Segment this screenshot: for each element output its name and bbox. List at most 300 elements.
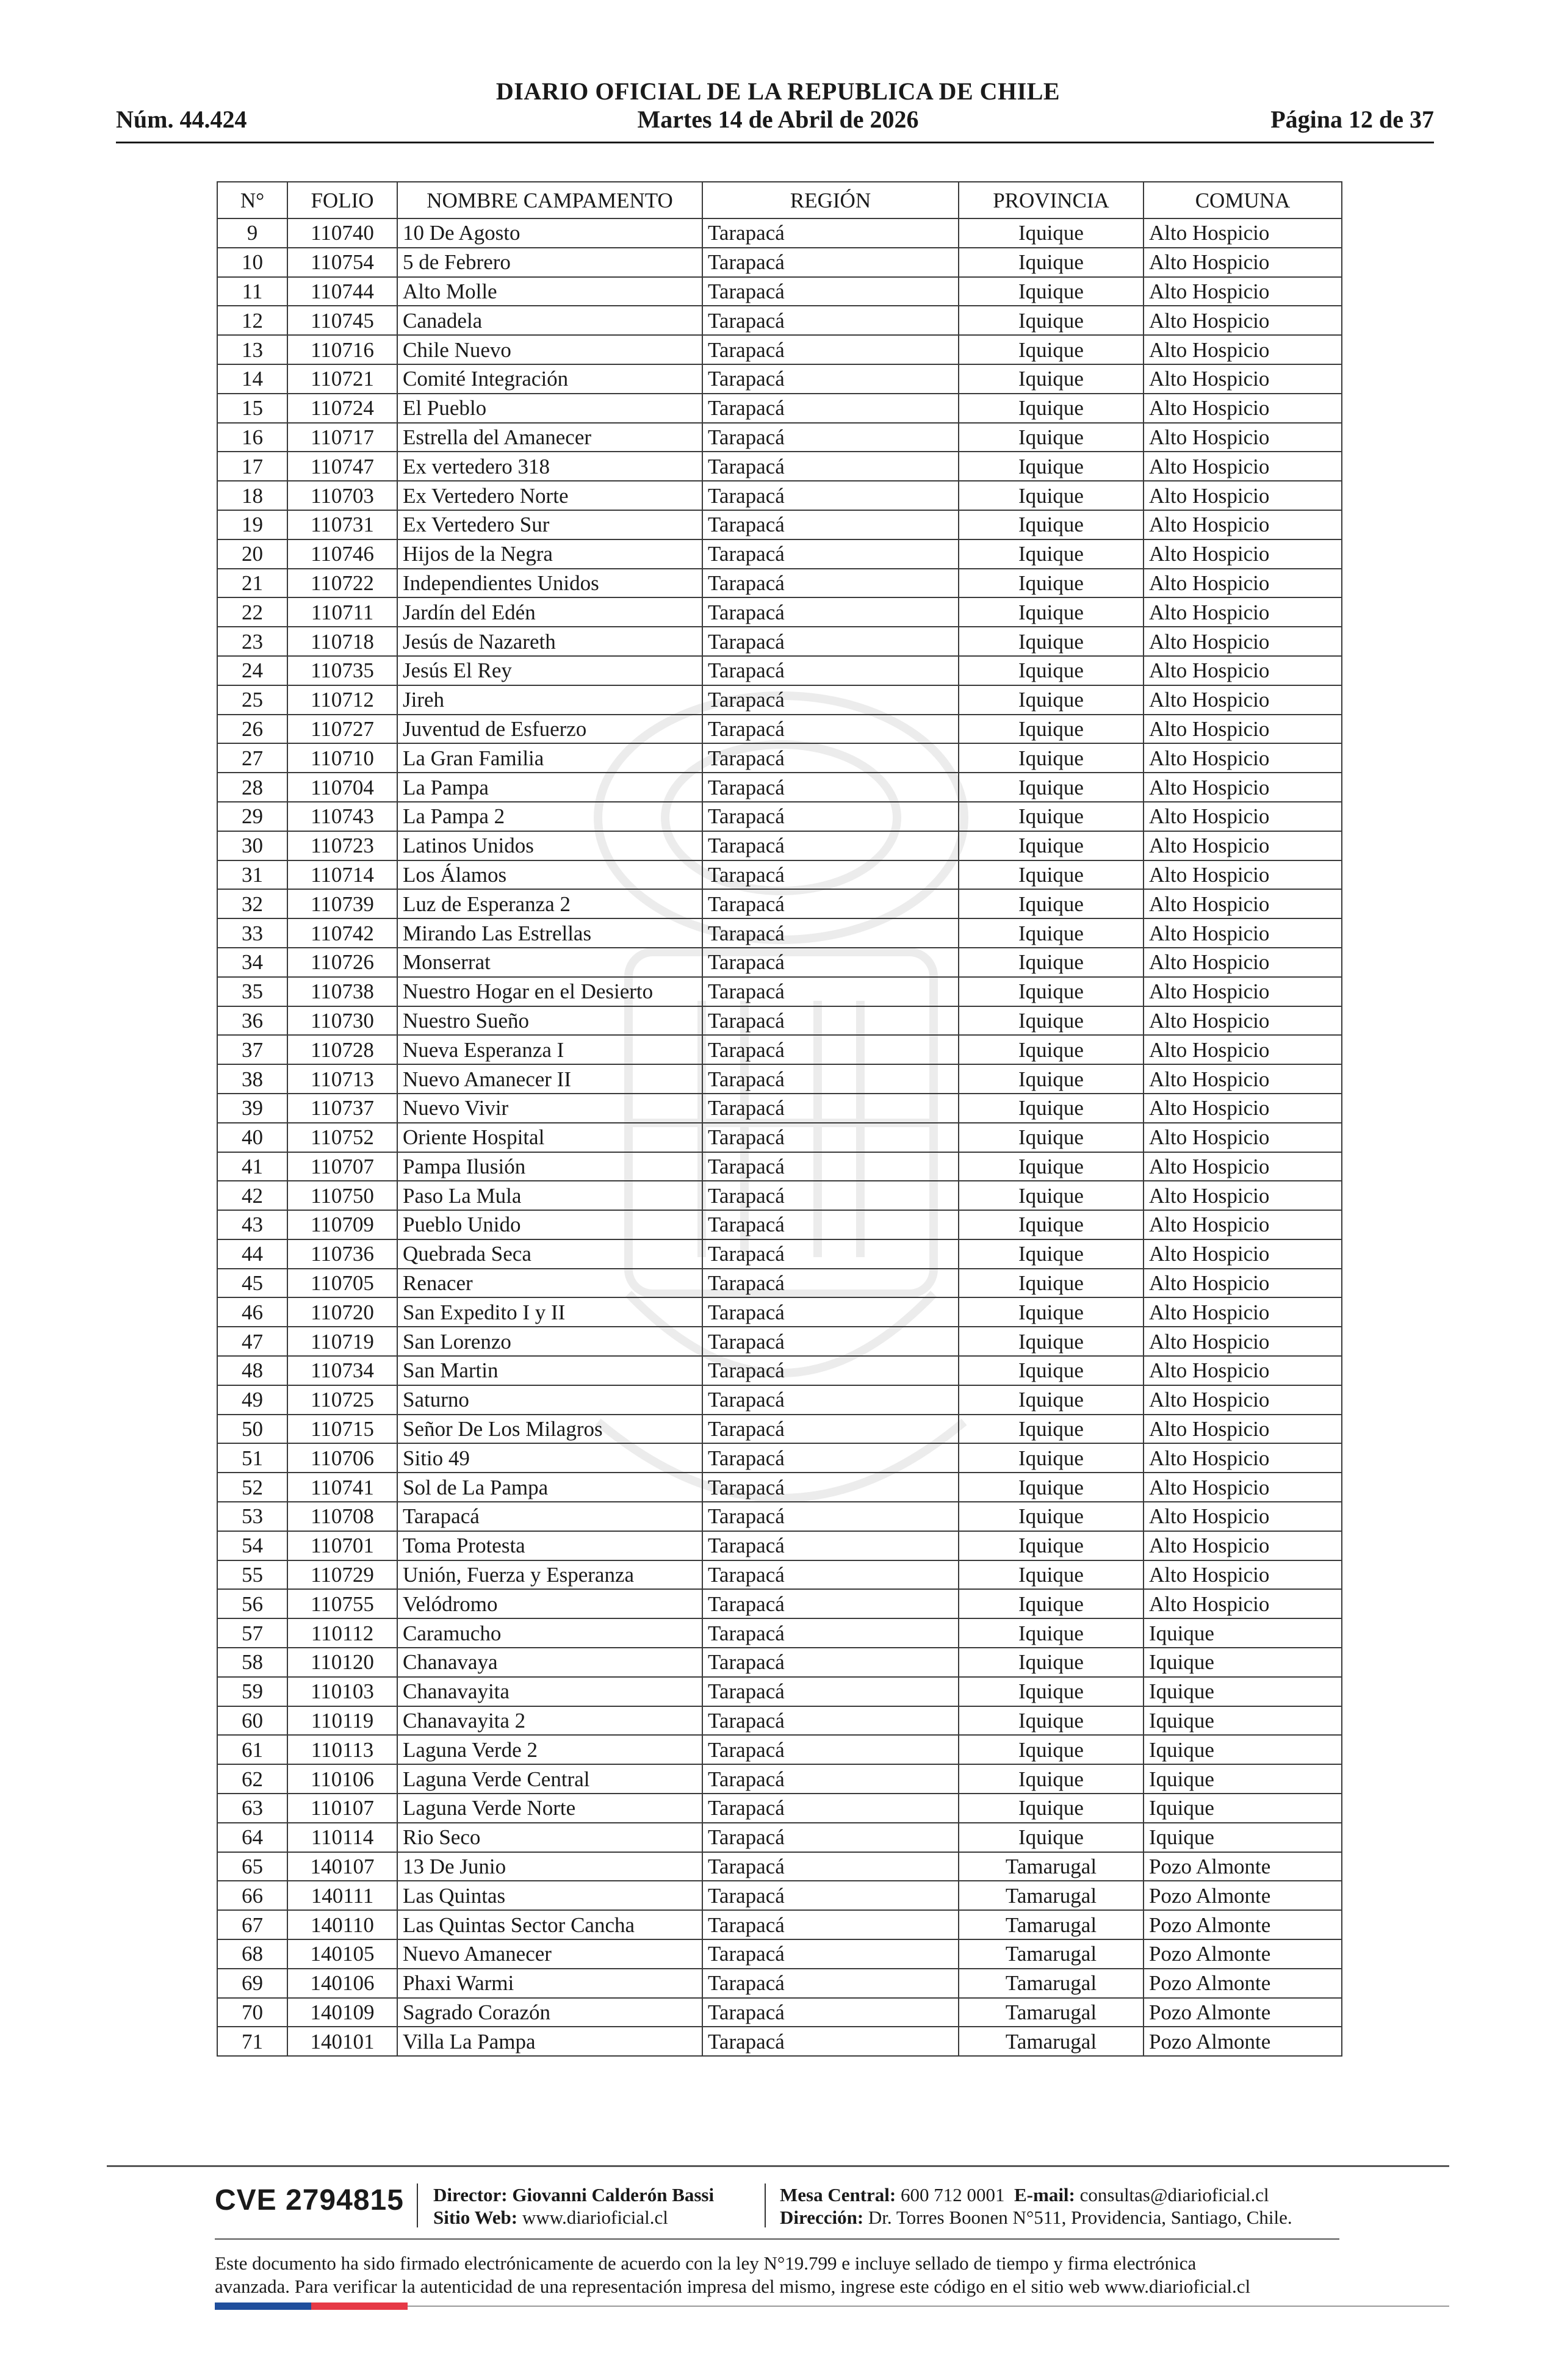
cell-folio: 110704 [287, 773, 397, 802]
flag-bar-blue [215, 2302, 311, 2310]
cell-camp-name: Independientes Unidos [397, 569, 702, 598]
footer-divider [107, 2165, 1449, 2167]
cell-province: Iquique [959, 1210, 1144, 1239]
cell-folio: 110719 [287, 1327, 397, 1356]
cell-camp-name: Jardín del Edén [397, 597, 702, 627]
cell-folio: 110737 [287, 1094, 397, 1123]
cell-region: Tarapacá [702, 948, 959, 977]
cell-province: Tamarugal [959, 1969, 1144, 1998]
cell-number: 33 [217, 918, 287, 948]
cell-folio: 110715 [287, 1415, 397, 1444]
cell-region: Tarapacá [702, 569, 959, 598]
footer-director-block [433, 2183, 714, 2229]
cell-region: Tarapacá [702, 2027, 959, 2056]
cell-camp-name: Pampa Ilusión [397, 1152, 702, 1181]
table-row [217, 1123, 1342, 1152]
cell-region: Tarapacá [702, 1152, 959, 1181]
table-header-row [217, 182, 1342, 218]
table-row [217, 918, 1342, 948]
cell-province: Iquique [959, 656, 1144, 685]
cell-region: Tarapacá [702, 1094, 959, 1123]
cell-province: Iquique [959, 1823, 1144, 1852]
cell-region: Tarapacá [702, 656, 959, 685]
cell-region: Tarapacá [702, 1006, 959, 1036]
cell-camp-name: Chanavayita [397, 1677, 702, 1706]
cell-camp-name: Unión, Fuerza y Esperanza [397, 1560, 702, 1590]
table-row [217, 1152, 1342, 1181]
email-label: E-mail: [1014, 2184, 1075, 2205]
cell-commune: Alto Hospicio [1144, 452, 1342, 481]
cell-camp-name: San Lorenzo [397, 1327, 702, 1356]
cell-commune: Alto Hospicio [1144, 685, 1342, 715]
cell-number: 34 [217, 948, 287, 977]
cell-commune: Alto Hospicio [1144, 860, 1342, 890]
cell-number: 70 [217, 1998, 287, 2027]
cell-camp-name: Las Quintas [397, 1881, 702, 1910]
cell-province: Iquique [959, 1677, 1144, 1706]
cell-folio: 110723 [287, 831, 397, 860]
cell-commune: Alto Hospicio [1144, 1297, 1342, 1327]
cell-folio: 110739 [287, 889, 397, 918]
cell-province: Iquique [959, 1473, 1144, 1502]
cell-region: Tarapacá [702, 1677, 959, 1706]
table-row [217, 889, 1342, 918]
table-row [217, 1269, 1342, 1298]
table-row [217, 306, 1342, 335]
cell-camp-name: El Pueblo [397, 394, 702, 423]
cell-commune: Alto Hospicio [1144, 831, 1342, 860]
table-row [217, 1881, 1342, 1910]
cell-region: Tarapacá [702, 481, 959, 510]
table-row [217, 1006, 1342, 1036]
cell-number: 60 [217, 1706, 287, 1736]
cell-commune: Alto Hospicio [1144, 423, 1342, 452]
table-row [217, 1735, 1342, 1764]
cell-province: Iquique [959, 1443, 1144, 1473]
mesa-label: Mesa Central: [780, 2184, 896, 2205]
email-link[interactable]: consultas@diarioficial.cl [1079, 2184, 1269, 2205]
cell-folio: 110722 [287, 569, 397, 598]
cell-folio: 110730 [287, 1006, 397, 1036]
cell-commune: Alto Hospicio [1144, 597, 1342, 627]
cell-folio: 110106 [287, 1764, 397, 1794]
cell-commune: Alto Hospicio [1144, 1181, 1342, 1210]
cell-number: 69 [217, 1969, 287, 1998]
cell-number: 19 [217, 510, 287, 539]
cell-commune: Alto Hospicio [1144, 1327, 1342, 1356]
cell-province: Iquique [959, 1239, 1144, 1269]
cell-region: Tarapacá [702, 1881, 959, 1910]
cell-region: Tarapacá [702, 423, 959, 452]
table-row [217, 277, 1342, 306]
cell-province: Iquique [959, 948, 1144, 977]
cell-folio: 110112 [287, 1618, 397, 1648]
cell-camp-name: La Pampa 2 [397, 802, 702, 831]
table-row [217, 1910, 1342, 1939]
cell-number: 22 [217, 597, 287, 627]
campamentos-table [217, 181, 1342, 2057]
cell-region: Tarapacá [702, 1210, 959, 1239]
table-row [217, 1443, 1342, 1473]
footer-separator [765, 2183, 766, 2227]
cell-commune: Iquique [1144, 1677, 1342, 1706]
issue-number: Núm. 44.424 [116, 106, 247, 133]
cell-commune: Alto Hospicio [1144, 1035, 1342, 1064]
cell-folio: 110709 [287, 1210, 397, 1239]
cell-province: Iquique [959, 1415, 1144, 1444]
cell-camp-name: La Pampa [397, 773, 702, 802]
cell-number: 45 [217, 1269, 287, 1298]
cell-number: 66 [217, 1881, 287, 1910]
cell-number: 42 [217, 1181, 287, 1210]
cell-region: Tarapacá [702, 218, 959, 248]
publication-title: DIARIO OFICIAL DE LA REPUBLICA DE CHILE [495, 78, 1061, 105]
table-row [217, 1939, 1342, 1969]
cell-number: 50 [217, 1415, 287, 1444]
footer-separator [417, 2183, 418, 2227]
table-row [217, 539, 1342, 569]
cell-number: 14 [217, 364, 287, 394]
cell-camp-name: Sagrado Corazón [397, 1998, 702, 2027]
cell-province: Iquique [959, 1794, 1144, 1823]
cell-province: Iquique [959, 1035, 1144, 1064]
table-row [217, 481, 1342, 510]
cell-commune: Alto Hospicio [1144, 773, 1342, 802]
cell-region: Tarapacá [702, 1998, 959, 2027]
cell-province: Iquique [959, 539, 1144, 569]
cell-commune: Alto Hospicio [1144, 364, 1342, 394]
cell-commune: Iquique [1144, 1823, 1342, 1852]
cell-province: Iquique [959, 773, 1144, 802]
cell-camp-name: Nuevo Vivir [397, 1094, 702, 1123]
cell-folio: 110113 [287, 1735, 397, 1764]
cell-province: Iquique [959, 1269, 1144, 1298]
cell-province: Iquique [959, 860, 1144, 890]
cell-folio: 110731 [287, 510, 397, 539]
cell-region: Tarapacá [702, 1560, 959, 1590]
cell-province: Iquique [959, 1502, 1144, 1531]
cell-camp-name: Phaxi Warmi [397, 1969, 702, 1998]
cell-camp-name: Monserrat [397, 948, 702, 977]
table-row [217, 1210, 1342, 1239]
table-row [217, 1415, 1342, 1444]
cell-region: Tarapacá [702, 277, 959, 306]
cell-province: Iquique [959, 1648, 1144, 1677]
table-row [217, 977, 1342, 1006]
cell-folio: 140111 [287, 1881, 397, 1910]
cell-folio: 110755 [287, 1589, 397, 1618]
cell-region: Tarapacá [702, 977, 959, 1006]
cell-camp-name: Villa La Pampa [397, 2027, 702, 2056]
table-row [217, 2027, 1342, 2056]
table-row [217, 1356, 1342, 1385]
cell-number: 35 [217, 977, 287, 1006]
cell-folio: 110729 [287, 1560, 397, 1590]
table-row [217, 1064, 1342, 1094]
table-row [217, 1589, 1342, 1618]
cell-camp-name: Rio Seco [397, 1823, 702, 1852]
cell-province: Iquique [959, 218, 1144, 248]
cell-province: Iquique [959, 889, 1144, 918]
cell-region: Tarapacá [702, 1385, 959, 1415]
cell-number: 40 [217, 1123, 287, 1152]
cell-number: 24 [217, 656, 287, 685]
table-row [217, 597, 1342, 627]
cell-region: Tarapacá [702, 715, 959, 744]
cell-region: Tarapacá [702, 452, 959, 481]
cell-folio: 140106 [287, 1969, 397, 1998]
cell-camp-name: Ex Vertedero Sur [397, 510, 702, 539]
cell-commune: Pozo Almonte [1144, 1969, 1342, 1998]
cell-camp-name: San Martin [397, 1356, 702, 1385]
table-row [217, 743, 1342, 773]
flag-bar-line [408, 2306, 1449, 2307]
cell-camp-name: Estrella del Amanecer [397, 423, 702, 452]
cell-region: Tarapacá [702, 1764, 959, 1794]
cell-number: 38 [217, 1064, 287, 1094]
cell-folio: 110742 [287, 918, 397, 948]
cell-commune: Alto Hospicio [1144, 394, 1342, 423]
cell-commune: Alto Hospicio [1144, 918, 1342, 948]
cell-province: Iquique [959, 1181, 1144, 1210]
cell-commune: Pozo Almonte [1144, 1998, 1342, 2027]
cell-region: Tarapacá [702, 1648, 959, 1677]
cell-number: 51 [217, 1443, 287, 1473]
cell-region: Tarapacá [702, 860, 959, 890]
cell-region: Tarapacá [702, 1969, 959, 1998]
cell-region: Tarapacá [702, 1327, 959, 1356]
cell-commune: Alto Hospicio [1144, 335, 1342, 364]
cell-camp-name: Luz de Esperanza 2 [397, 889, 702, 918]
legal-notice [215, 2252, 1362, 2298]
cell-province: Iquique [959, 452, 1144, 481]
table-row [217, 715, 1342, 744]
cell-number: 68 [217, 1939, 287, 1969]
cell-folio: 110718 [287, 627, 397, 656]
cell-region: Tarapacá [702, 1297, 959, 1327]
cell-number: 18 [217, 481, 287, 510]
cell-region: Tarapacá [702, 889, 959, 918]
cell-commune: Alto Hospicio [1144, 1415, 1342, 1444]
cell-province: Iquique [959, 1094, 1144, 1123]
cell-region: Tarapacá [702, 1064, 959, 1094]
cell-province: Iquique [959, 1297, 1144, 1327]
cell-camp-name: Sitio 49 [397, 1443, 702, 1473]
address-label: Dirección: [780, 2207, 864, 2228]
cell-province: Iquique [959, 1006, 1144, 1036]
cell-region: Tarapacá [702, 627, 959, 656]
cell-province: Iquique [959, 685, 1144, 715]
cell-folio: 110712 [287, 685, 397, 715]
cell-camp-name: Jesús de Nazareth [397, 627, 702, 656]
cell-folio: 110724 [287, 394, 397, 423]
cell-number: 25 [217, 685, 287, 715]
cell-number: 57 [217, 1618, 287, 1648]
cell-number: 41 [217, 1152, 287, 1181]
cell-folio: 110728 [287, 1035, 397, 1064]
cell-province: Tamarugal [959, 1852, 1144, 1881]
cell-folio: 140109 [287, 1998, 397, 2027]
cell-folio: 110717 [287, 423, 397, 452]
table-row [217, 1327, 1342, 1356]
cell-region: Tarapacá [702, 335, 959, 364]
cell-folio: 110746 [287, 539, 397, 569]
cell-province: Iquique [959, 569, 1144, 598]
cell-commune: Alto Hospicio [1144, 1502, 1342, 1531]
table-row [217, 948, 1342, 977]
cell-folio: 110740 [287, 218, 397, 248]
table-row [217, 1239, 1342, 1269]
table-row [217, 1794, 1342, 1823]
cell-camp-name: Señor De Los Milagros [397, 1415, 702, 1444]
cell-province: Iquique [959, 423, 1144, 452]
cell-commune: Alto Hospicio [1144, 569, 1342, 598]
table-row [217, 802, 1342, 831]
cell-province: Tamarugal [959, 1998, 1144, 2027]
table-row [217, 394, 1342, 423]
cell-folio: 110707 [287, 1152, 397, 1181]
cell-camp-name: Canadela [397, 306, 702, 335]
table-row [217, 1473, 1342, 1502]
table-row [217, 248, 1342, 277]
cell-number: 26 [217, 715, 287, 744]
cell-camp-name: Oriente Hospital [397, 1123, 702, 1152]
cell-camp-name: Hijos de la Negra [397, 539, 702, 569]
cell-province: Iquique [959, 1589, 1144, 1618]
cell-commune: Alto Hospicio [1144, 889, 1342, 918]
cell-region: Tarapacá [702, 831, 959, 860]
cell-region: Tarapacá [702, 1239, 959, 1269]
cell-commune: Alto Hospicio [1144, 743, 1342, 773]
cell-province: Iquique [959, 1531, 1144, 1560]
cell-province: Iquique [959, 1764, 1144, 1794]
table-row [217, 860, 1342, 890]
cell-commune: Pozo Almonte [1144, 2027, 1342, 2056]
cell-camp-name: Nuevo Amanecer [397, 1939, 702, 1969]
cell-commune: Alto Hospicio [1144, 1239, 1342, 1269]
cell-camp-name: Laguna Verde 2 [397, 1735, 702, 1764]
table-row [217, 1823, 1342, 1852]
issue-date: Martes 14 de Abril de 2026 [637, 106, 919, 133]
cell-folio: 110701 [287, 1531, 397, 1560]
table-row [217, 1648, 1342, 1677]
cell-commune: Iquique [1144, 1735, 1342, 1764]
cell-number: 64 [217, 1823, 287, 1852]
cell-camp-name: Nueva Esperanza I [397, 1035, 702, 1064]
cell-province: Iquique [959, 277, 1144, 306]
cell-province: Iquique [959, 394, 1144, 423]
table-row [217, 1852, 1342, 1881]
cell-camp-name: Paso La Mula [397, 1181, 702, 1210]
cell-region: Tarapacá [702, 685, 959, 715]
column-header-name: NOMBRE CAMPAMENTO [397, 182, 702, 218]
cell-region: Tarapacá [702, 1415, 959, 1444]
cell-commune: Iquique [1144, 1794, 1342, 1823]
website-link[interactable]: www.diarioficial.cl [522, 2207, 668, 2228]
cell-commune: Alto Hospicio [1144, 1123, 1342, 1152]
cell-camp-name: Toma Protesta [397, 1531, 702, 1560]
cell-folio: 110120 [287, 1648, 397, 1677]
cell-folio: 110703 [287, 481, 397, 510]
table-row [217, 1297, 1342, 1327]
director-name: Giovanni Calderón Bassi [512, 2184, 715, 2205]
cell-province: Iquique [959, 1152, 1144, 1181]
cell-commune: Alto Hospicio [1144, 1560, 1342, 1590]
cell-commune: Alto Hospicio [1144, 977, 1342, 1006]
cell-commune: Alto Hospicio [1144, 510, 1342, 539]
cell-commune: Alto Hospicio [1144, 656, 1342, 685]
cell-province: Iquique [959, 481, 1144, 510]
cell-number: 48 [217, 1356, 287, 1385]
cell-region: Tarapacá [702, 364, 959, 394]
cell-province: Iquique [959, 1327, 1144, 1356]
header-divider [116, 142, 1434, 143]
footer-divider [215, 2238, 1339, 2240]
cell-folio: 110705 [287, 1269, 397, 1298]
cell-number: 61 [217, 1735, 287, 1764]
cell-camp-name: Jesús El Rey [397, 656, 702, 685]
cell-region: Tarapacá [702, 597, 959, 627]
cell-folio: 110734 [287, 1356, 397, 1385]
cell-folio: 110752 [287, 1123, 397, 1152]
cell-commune: Alto Hospicio [1144, 1064, 1342, 1094]
cell-region: Tarapacá [702, 1939, 959, 1969]
cell-number: 49 [217, 1385, 287, 1415]
cell-province: Iquique [959, 1735, 1144, 1764]
table-row [217, 773, 1342, 802]
cell-region: Tarapacá [702, 1473, 959, 1502]
cell-folio: 110107 [287, 1794, 397, 1823]
cell-camp-name: Caramucho [397, 1618, 702, 1648]
cell-folio: 110741 [287, 1473, 397, 1502]
cell-number: 63 [217, 1794, 287, 1823]
cell-number: 39 [217, 1094, 287, 1123]
table-row [217, 1764, 1342, 1794]
cell-commune: Alto Hospicio [1144, 1356, 1342, 1385]
cell-camp-name: Las Quintas Sector Cancha [397, 1910, 702, 1939]
legal-line: avanzada. Para verificar la autenticidad de una representación impresa del mismo, ingrese este código en el sitio web www.diarioficial.cl [215, 2276, 1251, 2297]
cell-commune: Alto Hospicio [1144, 1443, 1342, 1473]
cell-province: Tamarugal [959, 1881, 1144, 1910]
cell-region: Tarapacá [702, 1735, 959, 1764]
cell-number: 47 [217, 1327, 287, 1356]
cell-commune: Pozo Almonte [1144, 1881, 1342, 1910]
cell-folio: 110738 [287, 977, 397, 1006]
cell-camp-name: Nuestro Hogar en el Desierto [397, 977, 702, 1006]
cell-folio: 110713 [287, 1064, 397, 1094]
table-row [217, 685, 1342, 715]
cell-region: Tarapacá [702, 510, 959, 539]
cell-camp-name: Pueblo Unido [397, 1210, 702, 1239]
table-row [217, 1706, 1342, 1736]
cell-number: 59 [217, 1677, 287, 1706]
cell-commune: Alto Hospicio [1144, 948, 1342, 977]
cell-commune: Alto Hospicio [1144, 1094, 1342, 1123]
cell-camp-name: 5 de Febrero [397, 248, 702, 277]
cell-province: Iquique [959, 248, 1144, 277]
cell-region: Tarapacá [702, 918, 959, 948]
cell-number: 17 [217, 452, 287, 481]
cell-folio: 110708 [287, 1502, 397, 1531]
cell-region: Tarapacá [702, 394, 959, 423]
cell-commune: Alto Hospicio [1144, 1385, 1342, 1415]
cell-number: 53 [217, 1502, 287, 1531]
cell-folio: 110726 [287, 948, 397, 977]
cell-camp-name: Ex Vertedero Norte [397, 481, 702, 510]
table-row [217, 1531, 1342, 1560]
column-header-region: REGIÓN [702, 182, 959, 218]
cell-region: Tarapacá [702, 1618, 959, 1648]
